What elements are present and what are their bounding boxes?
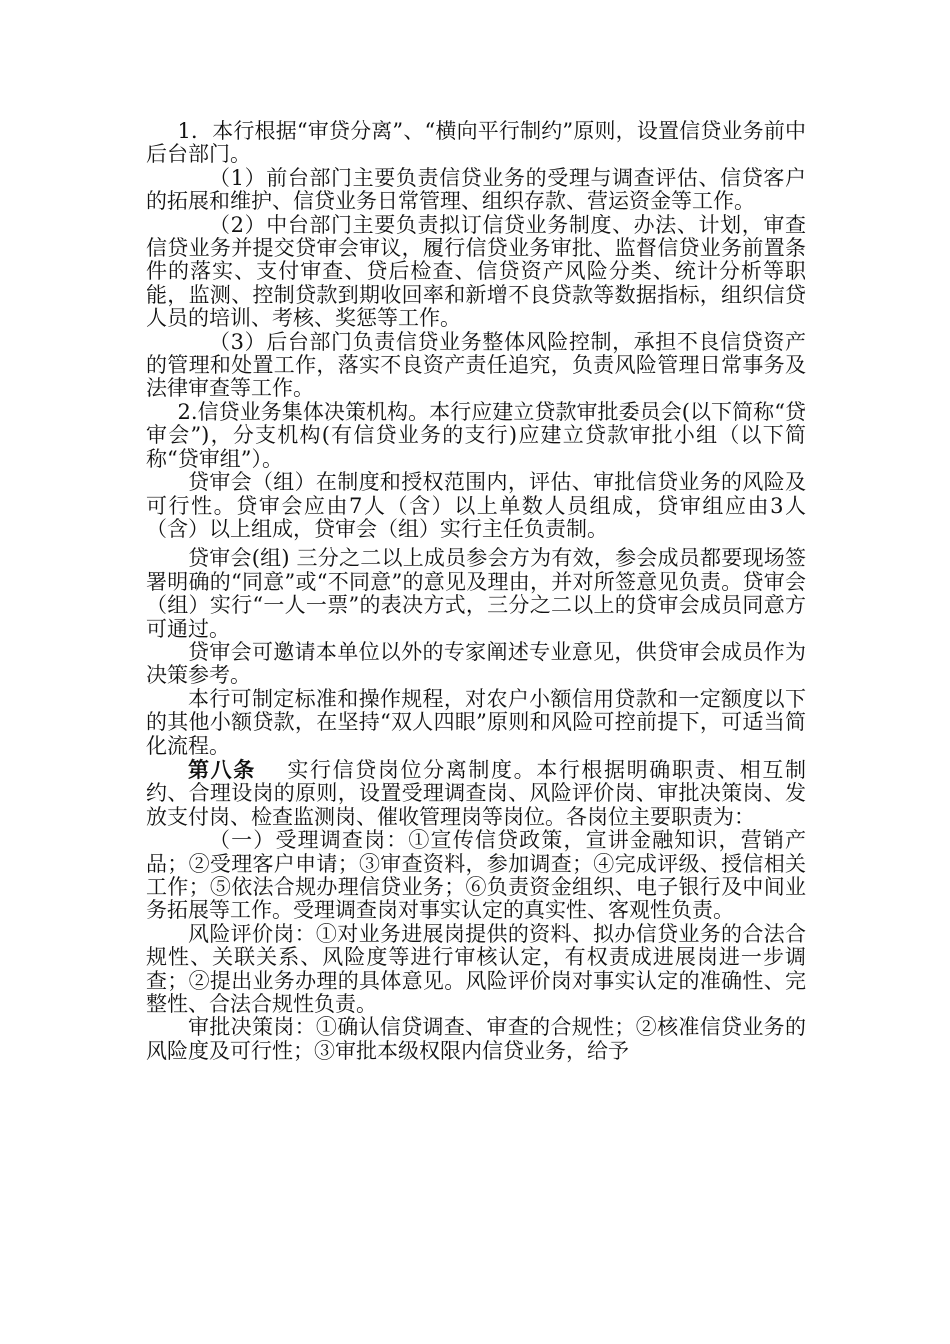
paragraph-committee-scope: 贷审会（组）在制度和授权范围内，评估、审批信贷业务的风险及可行性。贷审会应由7人（含）以上单数人员组成，贷审组应由3人（含）以上组成，贷审会（组）实行主任负责制。 xyxy=(146,470,806,541)
paragraph-2: 2.信贷业务集体决策机构。本行应建立贷款审批委员会(以下简称“贷审会”)，分支机构(有信贷业务的支行)应建立贷款审批小组（以下简称“贷审组”）。 xyxy=(146,399,806,471)
paragraph-article-8 xyxy=(146,758,806,829)
paragraph-front-office: （1）前台部门主要负责信贷业务的受理与调查评估、信贷客户的拓展和维护、信贷业务日常管理、组织存款、营运资金等工作。 xyxy=(146,165,806,214)
paragraph-1: 1．本行根据“审贷分离”、“横向平行制约”原则，设置信贷业务前中后台部门。 xyxy=(146,119,806,167)
document-body xyxy=(146,120,806,1063)
paragraph-external-experts: 贷审会可邀请本单位以外的专家阐述专业意见，供贷审会成员作为决策参考。 xyxy=(146,639,806,688)
paragraph-risk-post: 风险评价岗：①对业务进展岗提供的资料、拟办信贷业务的合法合规性、关联关系、风险度等进行审核认定，有权责成进展岗进一步调查；②提出业务办理的具体意见。风险评价岗对事实认定的准确性、完整性、合法合规性负责。 xyxy=(146,921,806,1017)
article-8-text: 实行信贷岗位分离制度。本行根据明确职责、相互制约、合理设岗的原则，设置受理调查岗、风险评价岗、审批决策岗、发放支付岗、检查监测岗、催收管理岗等岗位。各岗位主要职责为： xyxy=(146,757,807,829)
paragraph-back-office: （3）后台部门负责信贷业务整体风险控制，承担不良信贷资产的管理和处置工作，落实不良资产责任追究，负责风险管理日常事务及法律审查等工作。 xyxy=(146,329,806,401)
paragraph-intake-post: （一）受理调查岗：①宣传信贷政策，宣讲金融知识，营销产品；②受理客户申请；③审查资料，参加调查；④完成评级、授信相关工作；⑤依法合规办理信贷业务；⑥负责资金组织、电子银行及中间业务拓展等工作。受理调查岗对事实认定的真实性、客观性负责。 xyxy=(146,828,806,923)
paragraph-middle-office: （2）中台部门主要负责拟订信贷业务制度、办法、计划，审查信贷业务并提交贷审会审议，履行信贷业务审批、监督信贷业务前置条件的落实、支付审查、贷后检查、信贷资产风险分类、统计分析等职能，监测、控制贷款到期收回率和新增不良贷款等数据指标，组织信贷人员的培训、考核、奖惩等工作。 xyxy=(146,212,806,331)
paragraph-committee-quorum: 贷审会(组) 三分之二以上成员参会方为有效，参会成员都要现场签署明确的“同意”或“不同意”的意见及理由，并对所签意见负责。贷审会（组）实行“一人一票”的表决方式，三分之二以上的贷审会成员同意方可通过。 xyxy=(146,546,806,641)
article-8-heading: 第八条 xyxy=(188,756,256,782)
paragraph-approval-post: 审批决策岗：①确认信贷调查、审查的合规性；②核准信贷业务的风险度及可行性；③审批本级权限内信贷业务，给予 xyxy=(146,1015,806,1063)
paragraph-simplified-process: 本行可制定标准和操作规程，对农户小额信用贷款和一定额度以下的其他小额贷款，在坚持“双人四眼”原则和风险可控前提下，可适当简化流程。 xyxy=(146,686,806,758)
